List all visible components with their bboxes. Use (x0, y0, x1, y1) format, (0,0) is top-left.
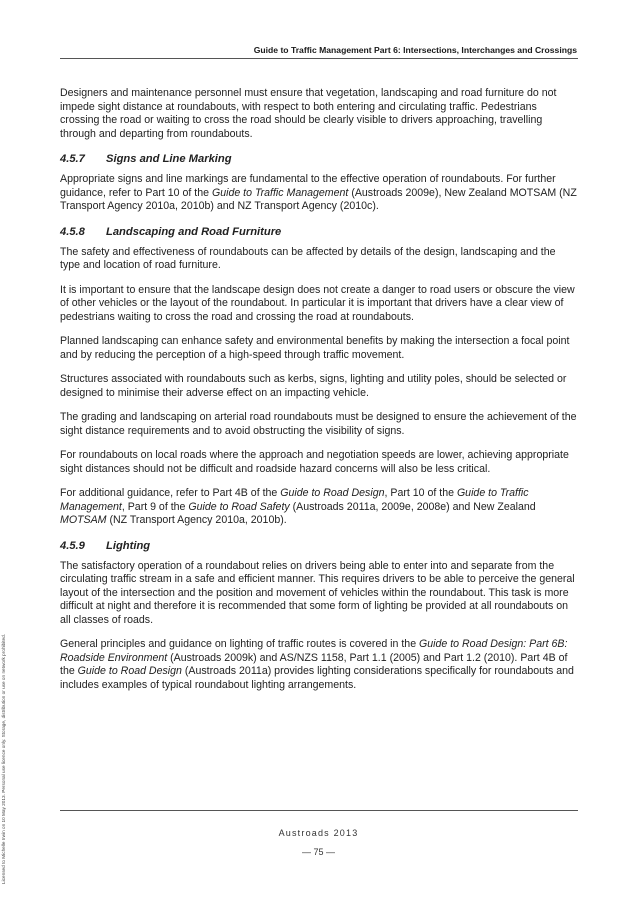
paragraph (60, 449, 578, 476)
text-run: (Austroads 2011a) provides lighting considerations specifically for roundabouts and includes examples of typical roundabout lighting arrangements. (60, 665, 574, 691)
running-header: Guide to Traffic Management Part 6: Intersections, Interchanges and Crossings (253, 45, 577, 55)
text-run: The grading and landscaping on arterial road roundabouts must be designed to ensure the achievement of the sight distance requirements and to avoid obstructing the visibility of signs. (60, 411, 577, 437)
section-heading (60, 152, 578, 166)
text-run: Designers and maintenance personnel must ensure that vegetation, landscaping and road furniture do not impede sight distance at roundabouts, with respect to both entering and circulating traffic. Pedestrians crossing the road or waiting to cross the road should be clearly visible to drivers approaching, travelling through and departing from roundabouts. (60, 87, 557, 140)
section-number: 4.5.8 (60, 225, 85, 238)
intro-block (60, 87, 578, 141)
text-run: , Part 10 of the (384, 487, 457, 499)
paragraph (60, 373, 578, 400)
footer-publisher: Austroads 2013 (278, 828, 359, 838)
text-run: For additional guidance, refer to Part 4B of the (60, 487, 281, 499)
paragraph (60, 246, 578, 273)
text-run: Planned landscaping can enhance safety and environmental benefits by making the intersection a focal point and by reducing the perception of a high-speed through traffic movement. (60, 335, 570, 361)
italic-reference: Guide to Road Design (280, 487, 385, 499)
text-run: (Austroads 2009e), New Zealand MOTSAM (NZ Transport Agency 2010a, 2010b) and NZ Transport Agency (2010c). (60, 186, 577, 212)
paragraph (60, 173, 578, 214)
paragraph (60, 87, 578, 141)
text-run: (Austroads 2011a, 2009e, 2008e) and New Zealand (289, 500, 536, 513)
paragraph (60, 284, 578, 325)
paragraph (60, 411, 578, 438)
text-run: The satisfactory operation of a roundabout relies on drivers being able to enter into and separate from the circulating traffic stream in a safe and efficient manner. This requires drivers to be able to perceive the general layout of the intersection and the position and movement of vehicles within the roundabout. This task is more difficult at night and therefore it is recommended that some form of lighting be provided at all roundabouts on all classes of roads. (60, 559, 575, 626)
text-run: (Austroads 2009k) and AS/NZS 1158, Part 1.1 (2005) and Part 1.2 (2010). Part 4B of the (60, 651, 568, 677)
header-divider (60, 58, 578, 59)
section-number: 4.5.7 (60, 153, 85, 165)
paragraph (60, 487, 578, 528)
text-run: , Part 9 of the (121, 500, 189, 513)
italic-reference: Guide to Traffic Management (211, 186, 349, 199)
text-run: Structures associated with roundabouts such as kerbs, signs, lighting and utility poles, should be selected or designed to minimise their adverse effect on an impacting vehicle. (60, 373, 567, 399)
licence-side-note: Licensed to Michelle Irwin on 10 May 2013. Personal use licence only. Storage, distribution or use on network prohibited. (1, 633, 6, 884)
section-number: 4.5.9 (60, 539, 85, 552)
italic-reference: Guide to Road Safety (188, 500, 290, 513)
section-heading (60, 539, 578, 553)
text-run: General principles and guidance on lighting of traffic routes is covered in the (60, 638, 420, 650)
italic-reference: MOTSAM (60, 514, 107, 526)
section-title: Signs and Line Marking (106, 153, 232, 165)
text-run: The safety and effectiveness of roundabouts can be affected by details of the design, landscaping and the type and location of road furniture. (60, 245, 556, 271)
paragraph (60, 335, 578, 362)
paragraph (60, 560, 578, 628)
section-title: Lighting (106, 539, 151, 552)
section-title: Landscaping and Road Furniture (106, 225, 282, 238)
page-number: — 75 — (301, 847, 335, 857)
footer-divider (60, 810, 578, 811)
paragraph (60, 638, 578, 692)
section-heading (60, 225, 578, 239)
text-run: It is important to ensure that the landscape design does not create a danger to road users or obscure the view of other vehicles or the layout of the roundabout. In particular it is important that drivers have a clear view of pedestrians waiting to cross the road and crossing the road at roundabouts. (60, 283, 575, 323)
italic-reference: Guide to Road Design: Part 6B: Roadside Environment (60, 638, 568, 664)
text-run: For roundabouts on local roads where the approach and negotiation speeds are lower, achieving appropriate sight distances should not be difficult and roadside hazard concerns will also be less critical. (60, 449, 569, 475)
text-run: Appropriate signs and line markings are fundamental to the effective operation of roundabouts. For further guidance, refer to Part 10 of the (60, 173, 556, 199)
text-run: (NZ Transport Agency 2010a, 2010b). (106, 514, 287, 526)
italic-reference: Guide to Road Design (77, 665, 182, 677)
sections-block (60, 152, 578, 692)
page-body (60, 87, 578, 703)
italic-reference: Guide to Traffic Management (60, 487, 529, 513)
